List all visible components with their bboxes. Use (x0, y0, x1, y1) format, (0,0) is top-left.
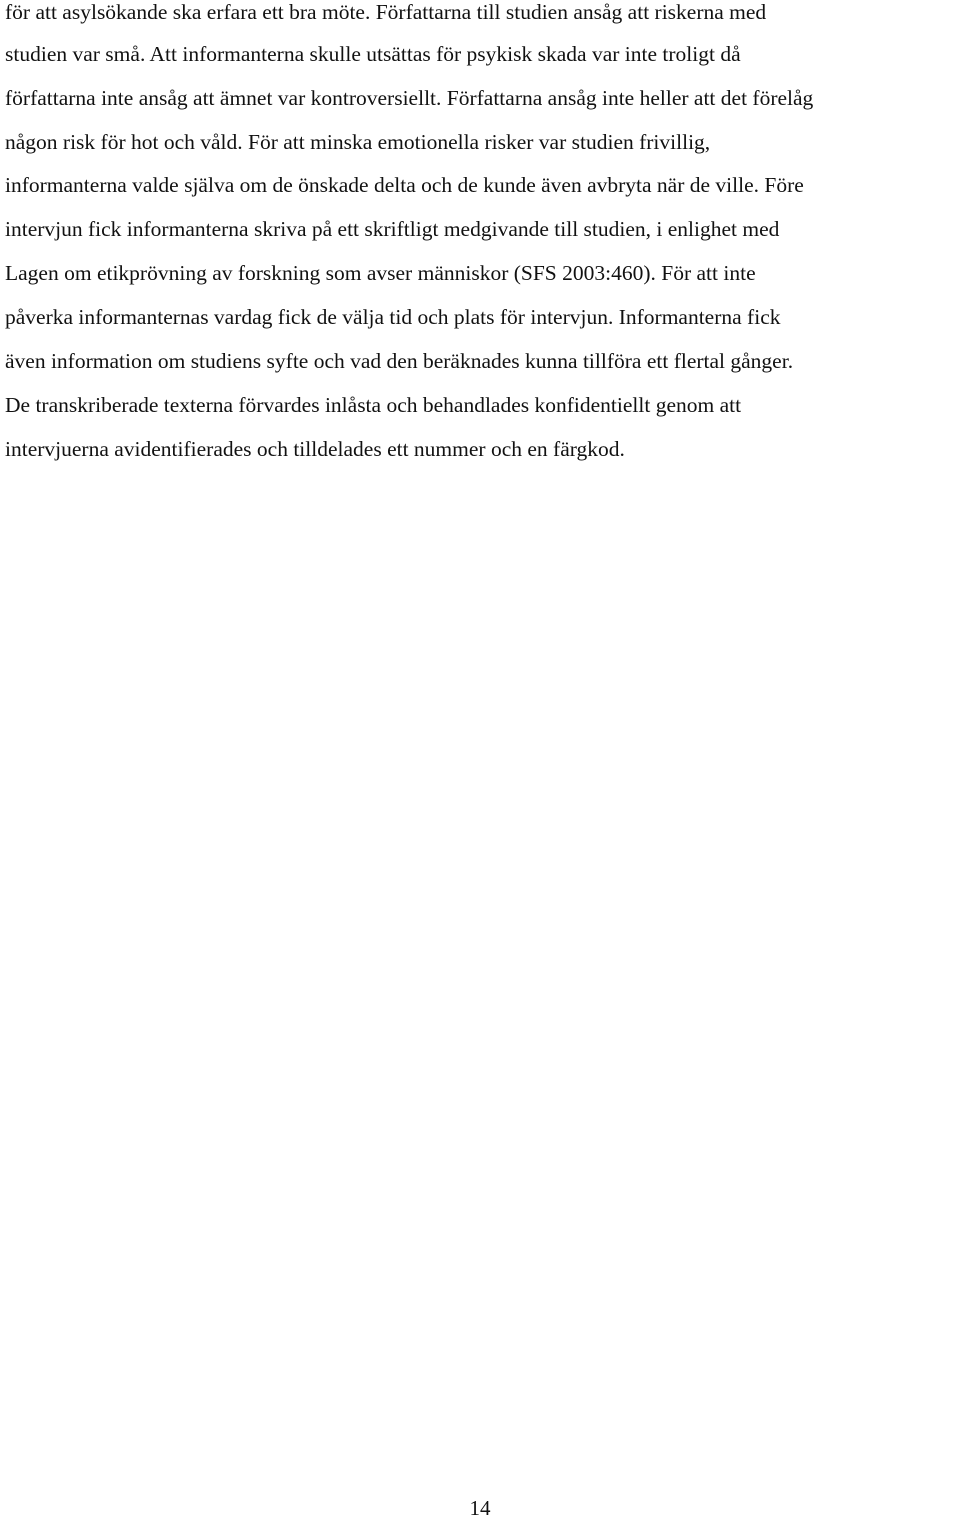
text-line: för att asylsökande ska erfara ett bra möte. Författarna till studien ansåg att riskerna med (5, 0, 767, 24)
text-line: intervjuerna avidentifierades och tilldelades ett nummer och en färgkod. (5, 437, 625, 461)
page-number: 14 (469, 1496, 491, 1520)
text-line: intervjun fick informanterna skriva på ett skriftligt medgivande till studien, i enlighet med (5, 217, 780, 241)
text-line: De transkriberade texterna förvardes inlåsta och behandlades konfidentiellt genom att (5, 393, 742, 417)
text-line: informanterna valde själva om de önskade delta och de kunde även avbryta när de ville. Före (5, 173, 804, 197)
text-line: författarna inte ansåg att ämnet var kontroversiellt. Författarna ansåg inte heller att det förelåg (5, 86, 814, 110)
text-line: påverka informanternas vardag fick de välja tid och plats för intervjun. Informanterna fick (5, 305, 781, 329)
text-line: någon risk för hot och våld. För att minska emotionella risker var studien frivillig, (5, 130, 711, 154)
text-line: studien var små. Att informanterna skulle utsättas för psykisk skada var inte troligt då (5, 42, 741, 66)
text-line: Lagen om etikprövning av forskning som avser människor (SFS 2003:460). För att inte (5, 261, 756, 285)
text-line: även information om studiens syfte och vad den beräknades kunna tillföra ett flertal gånger. (5, 349, 794, 373)
